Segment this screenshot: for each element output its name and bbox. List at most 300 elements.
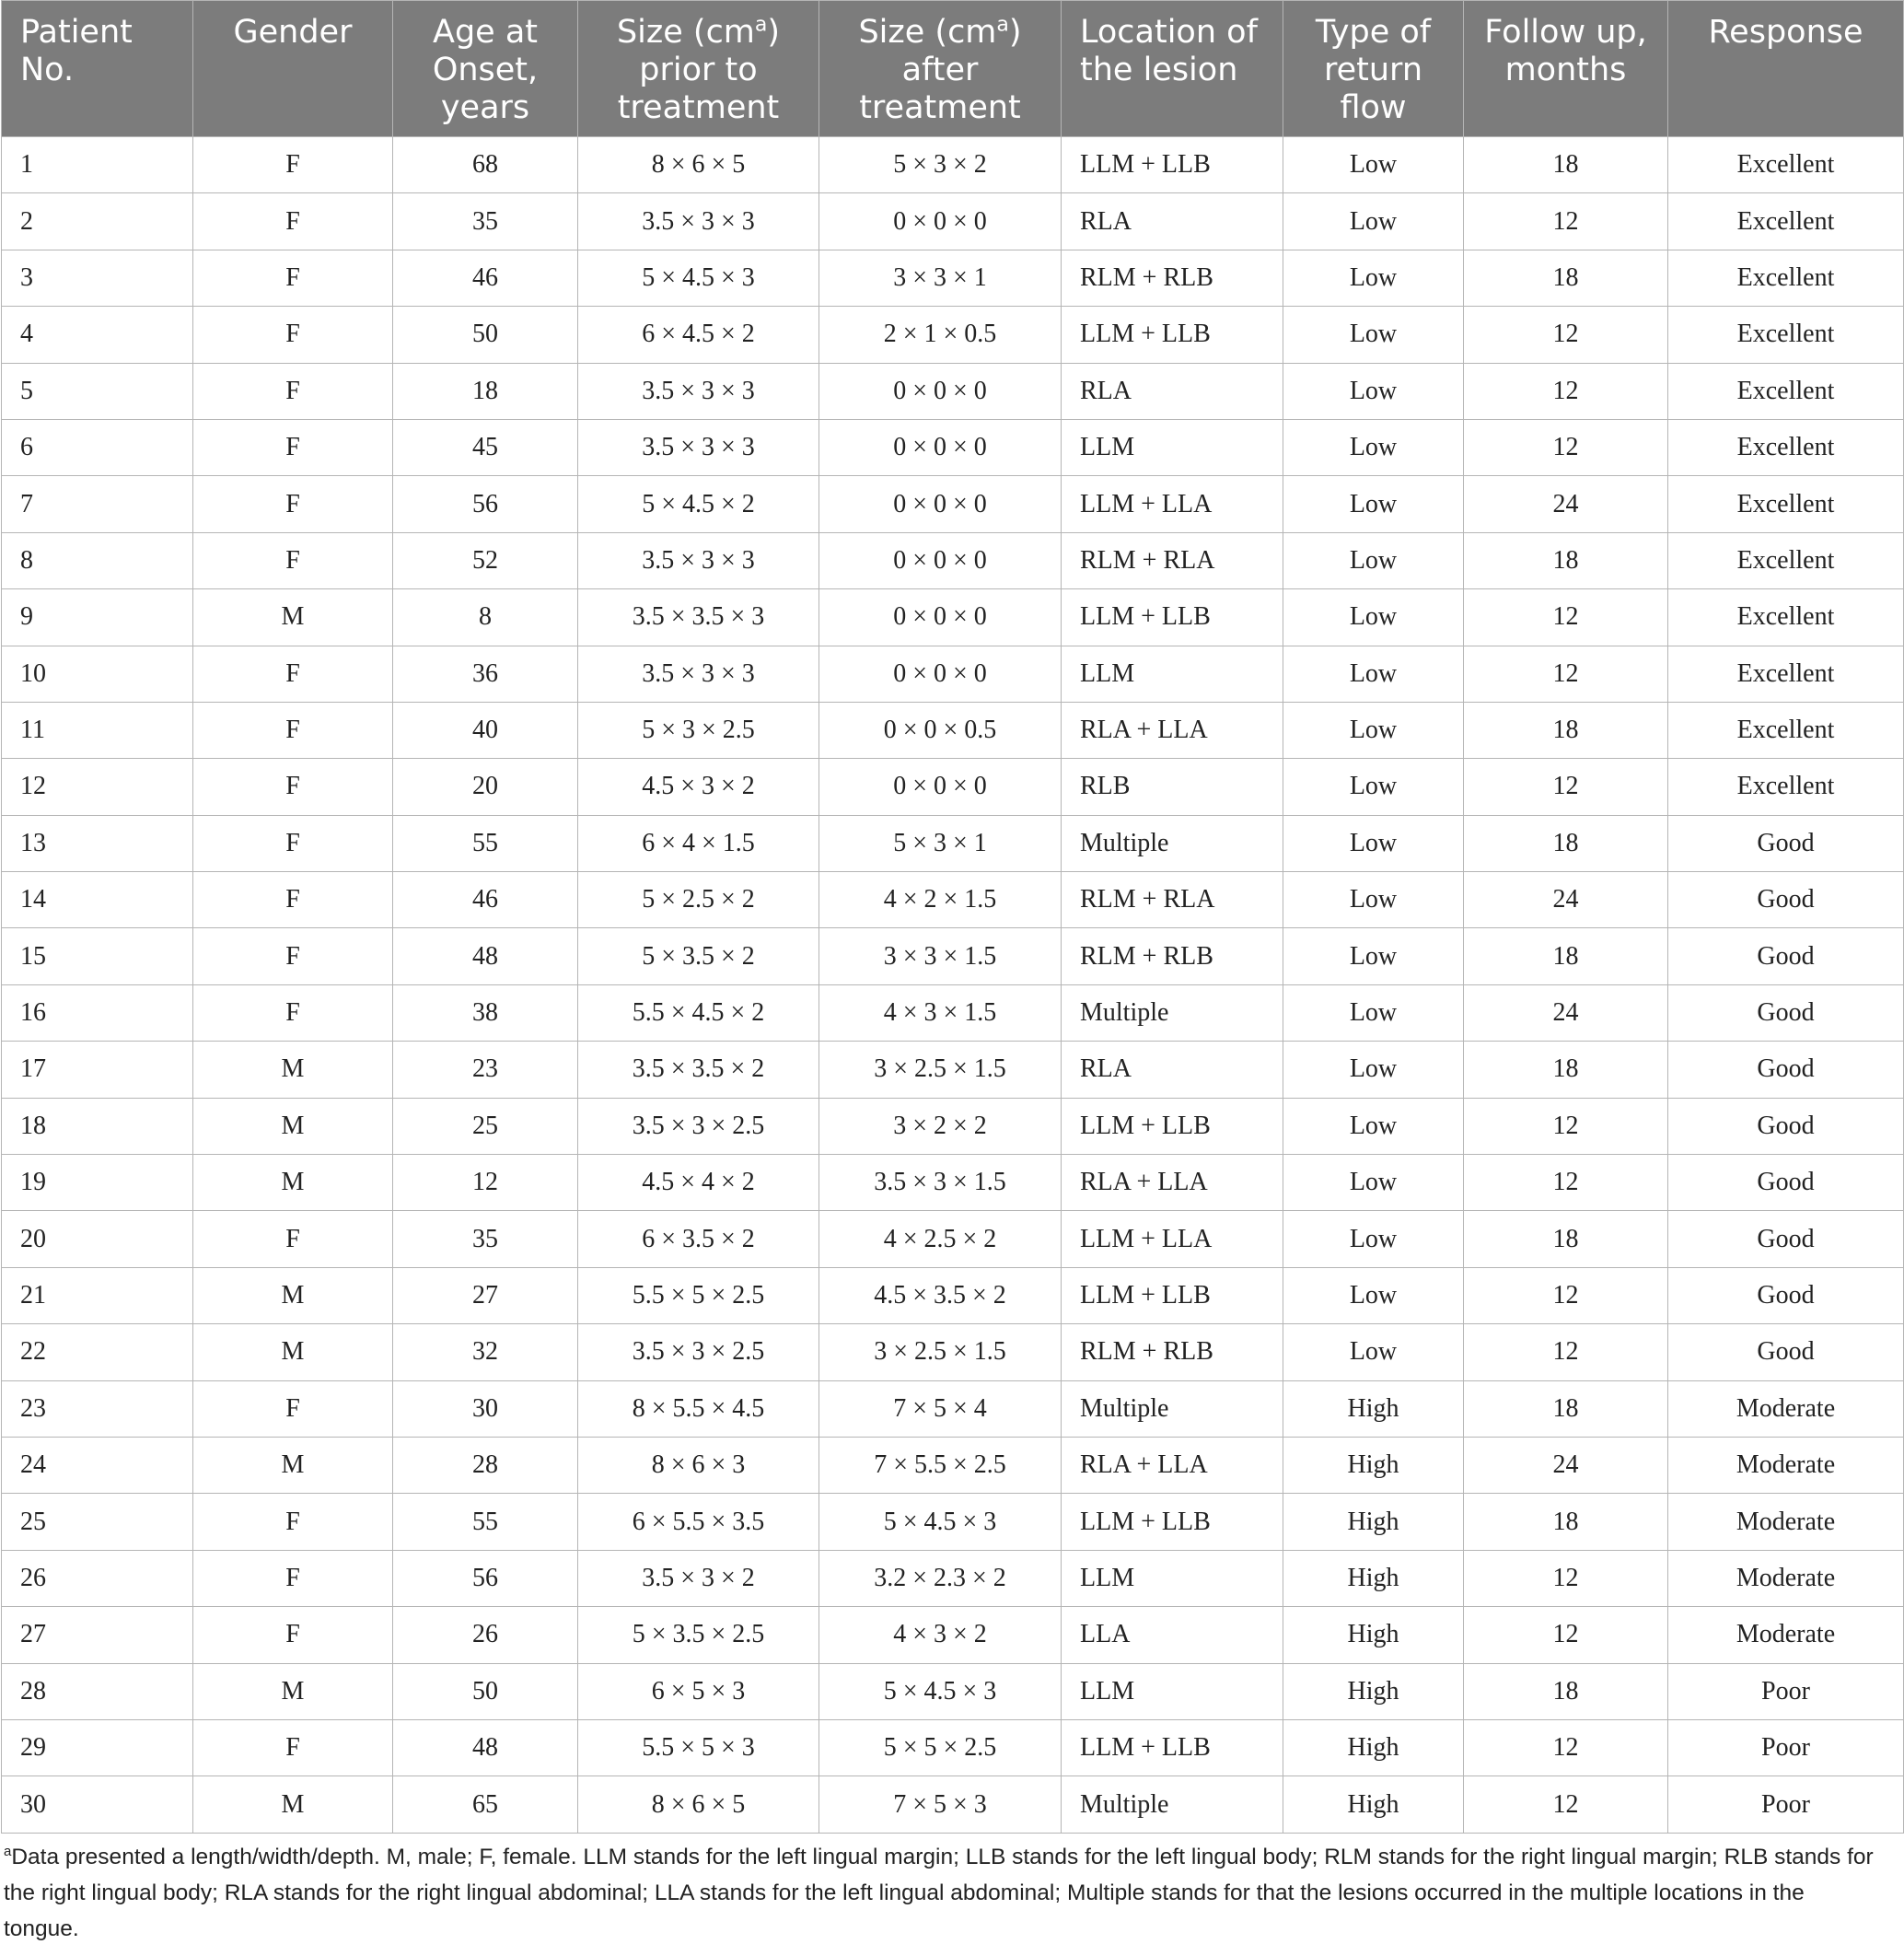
table-row [2, 419, 1904, 475]
cell-response: Poor [1668, 1719, 1904, 1776]
cell-age: 32 [393, 1324, 578, 1380]
cell-response: Excellent [1668, 646, 1904, 702]
header-row [2, 1, 1904, 137]
cell-return-flow: High [1283, 1663, 1464, 1719]
cell-size-after: 5 × 3 × 2 [819, 137, 1062, 193]
cell-size-after: 5 × 4.5 × 3 [819, 1494, 1062, 1550]
table-row [2, 1494, 1904, 1550]
cell-location: LLM [1062, 419, 1283, 475]
cell-size-after: 0 × 0 × 0 [819, 363, 1062, 419]
cell-follow-up: 12 [1464, 1607, 1668, 1663]
cell-age: 55 [393, 1494, 578, 1550]
cell-response: Good [1668, 1267, 1904, 1323]
cell-size-after: 4 × 2.5 × 2 [819, 1211, 1062, 1267]
cell-return-flow: Low [1283, 419, 1464, 475]
cell-size-prior: 3.5 × 3 × 2.5 [578, 1098, 819, 1154]
cell-location: LLM + LLB [1062, 1719, 1283, 1776]
cell-size-prior: 5 × 3.5 × 2.5 [578, 1607, 819, 1663]
cell-patient-no: 13 [2, 815, 193, 871]
cell-patient-no: 30 [2, 1776, 193, 1833]
table-header [2, 1, 1904, 137]
cell-age: 50 [393, 1663, 578, 1719]
cell-follow-up: 18 [1464, 1211, 1668, 1267]
cell-size-after: 4 × 3 × 2 [819, 1607, 1062, 1663]
cell-return-flow: Low [1283, 815, 1464, 871]
cell-size-after: 0 × 0 × 0 [819, 476, 1062, 532]
cell-location: RLA + LLA [1062, 1155, 1283, 1211]
cell-size-prior: 3.5 × 3.5 × 2 [578, 1042, 819, 1098]
cell-return-flow: Low [1283, 1211, 1464, 1267]
cell-return-flow: Low [1283, 702, 1464, 758]
cell-size-prior: 8 × 6 × 5 [578, 137, 819, 193]
table-row [2, 476, 1904, 532]
patient-table [1, 0, 1904, 1834]
cell-return-flow: Low [1283, 1267, 1464, 1323]
table-row [2, 646, 1904, 702]
cell-size-prior: 8 × 5.5 × 4.5 [578, 1380, 819, 1437]
cell-location: RLB [1062, 759, 1283, 815]
cell-follow-up: 18 [1464, 702, 1668, 758]
cell-return-flow: Low [1283, 250, 1464, 306]
cell-size-prior: 5.5 × 5 × 3 [578, 1719, 819, 1776]
table-row [2, 1211, 1904, 1267]
cell-response: Good [1668, 1211, 1904, 1267]
cell-size-after: 7 × 5 × 3 [819, 1776, 1062, 1833]
table-row [2, 307, 1904, 363]
cell-age: 40 [393, 702, 578, 758]
table-row [2, 1267, 1904, 1323]
cell-location: Multiple [1062, 1380, 1283, 1437]
cell-gender: F [193, 1607, 393, 1663]
cell-gender: M [193, 589, 393, 646]
cell-size-after: 7 × 5 × 4 [819, 1380, 1062, 1437]
cell-follow-up: 12 [1464, 646, 1668, 702]
cell-follow-up: 12 [1464, 363, 1668, 419]
cell-location: LLM + LLB [1062, 1098, 1283, 1154]
cell-gender: F [193, 193, 393, 250]
cell-size-prior: 5.5 × 5 × 2.5 [578, 1267, 819, 1323]
cell-size-prior: 3.5 × 3 × 3 [578, 646, 819, 702]
cell-location: RLA [1062, 1042, 1283, 1098]
cell-follow-up: 24 [1464, 1437, 1668, 1493]
cell-patient-no: 5 [2, 363, 193, 419]
header-response: Response [1668, 1, 1904, 137]
cell-gender: F [193, 363, 393, 419]
cell-gender: F [193, 646, 393, 702]
cell-size-after: 5 × 5 × 2.5 [819, 1719, 1062, 1776]
cell-age: 23 [393, 1042, 578, 1098]
cell-location: RLM + RLB [1062, 928, 1283, 984]
cell-age: 46 [393, 872, 578, 928]
table-row [2, 1098, 1904, 1154]
cell-follow-up: 18 [1464, 1042, 1668, 1098]
cell-size-after: 3.2 × 2.3 × 2 [819, 1550, 1062, 1606]
table-row [2, 928, 1904, 984]
cell-size-after: 7 × 5.5 × 2.5 [819, 1437, 1062, 1493]
cell-age: 55 [393, 815, 578, 871]
cell-age: 8 [393, 589, 578, 646]
cell-age: 12 [393, 1155, 578, 1211]
cell-gender: F [193, 419, 393, 475]
cell-size-prior: 5 × 3.5 × 2 [578, 928, 819, 984]
table-row [2, 1155, 1904, 1211]
cell-response: Good [1668, 1155, 1904, 1211]
cell-follow-up: 18 [1464, 250, 1668, 306]
cell-patient-no: 17 [2, 1042, 193, 1098]
cell-gender: M [193, 1267, 393, 1323]
cell-response: Poor [1668, 1663, 1904, 1719]
cell-age: 27 [393, 1267, 578, 1323]
cell-age: 28 [393, 1437, 578, 1493]
cell-follow-up: 12 [1464, 193, 1668, 250]
cell-patient-no: 11 [2, 702, 193, 758]
table-row [2, 1663, 1904, 1719]
cell-gender: F [193, 137, 393, 193]
cell-gender: F [193, 476, 393, 532]
cell-size-after: 0 × 0 × 0 [819, 419, 1062, 475]
cell-return-flow: Low [1283, 532, 1464, 588]
table-row [2, 815, 1904, 871]
cell-location: RLM + RLA [1062, 872, 1283, 928]
cell-gender: F [193, 1494, 393, 1550]
table-row [2, 1380, 1904, 1437]
cell-patient-no: 19 [2, 1155, 193, 1211]
cell-size-prior: 3.5 × 3 × 3 [578, 363, 819, 419]
cell-age: 50 [393, 307, 578, 363]
cell-return-flow: Low [1283, 872, 1464, 928]
cell-response: Excellent [1668, 419, 1904, 475]
cell-size-after: 0 × 0 × 0 [819, 646, 1062, 702]
cell-size-prior: 3.5 × 3 × 2 [578, 1550, 819, 1606]
cell-age: 45 [393, 419, 578, 475]
cell-age: 20 [393, 759, 578, 815]
cell-return-flow: High [1283, 1494, 1464, 1550]
cell-gender: M [193, 1098, 393, 1154]
cell-return-flow: High [1283, 1437, 1464, 1493]
cell-location: RLM + RLB [1062, 1324, 1283, 1380]
cell-location: Multiple [1062, 1776, 1283, 1833]
cell-location: RLA + LLA [1062, 702, 1283, 758]
cell-gender: F [193, 1719, 393, 1776]
cell-size-after: 3 × 3 × 1 [819, 250, 1062, 306]
cell-response: Excellent [1668, 250, 1904, 306]
cell-size-after: 3 × 2.5 × 1.5 [819, 1324, 1062, 1380]
cell-return-flow: Low [1283, 137, 1464, 193]
table-row [2, 702, 1904, 758]
cell-patient-no: 9 [2, 589, 193, 646]
cell-patient-no: 3 [2, 250, 193, 306]
cell-return-flow: Low [1283, 984, 1464, 1041]
cell-return-flow: Low [1283, 307, 1464, 363]
cell-response: Excellent [1668, 532, 1904, 588]
cell-gender: F [193, 1211, 393, 1267]
cell-size-after: 5 × 4.5 × 3 [819, 1663, 1062, 1719]
cell-follow-up: 12 [1464, 1324, 1668, 1380]
cell-size-after: 3 × 3 × 1.5 [819, 928, 1062, 984]
cell-location: LLM + LLA [1062, 476, 1283, 532]
cell-size-prior: 5 × 2.5 × 2 [578, 872, 819, 928]
cell-size-prior: 4.5 × 3 × 2 [578, 759, 819, 815]
cell-return-flow: High [1283, 1380, 1464, 1437]
cell-patient-no: 4 [2, 307, 193, 363]
cell-patient-no: 29 [2, 1719, 193, 1776]
cell-gender: M [193, 1042, 393, 1098]
cell-patient-no: 23 [2, 1380, 193, 1437]
cell-follow-up: 18 [1464, 1380, 1668, 1437]
cell-patient-no: 28 [2, 1663, 193, 1719]
cell-patient-no: 7 [2, 476, 193, 532]
cell-follow-up: 12 [1464, 419, 1668, 475]
cell-size-after: 4 × 2 × 1.5 [819, 872, 1062, 928]
cell-size-after: 0 × 0 × 0 [819, 532, 1062, 588]
cell-size-prior: 5 × 4.5 × 2 [578, 476, 819, 532]
cell-response: Excellent [1668, 137, 1904, 193]
cell-age: 65 [393, 1776, 578, 1833]
cell-response: Poor [1668, 1776, 1904, 1833]
cell-return-flow: High [1283, 1719, 1464, 1776]
cell-return-flow: High [1283, 1776, 1464, 1833]
cell-follow-up: 12 [1464, 1155, 1668, 1211]
cell-gender: F [193, 532, 393, 588]
table-row [2, 193, 1904, 250]
cell-return-flow: Low [1283, 589, 1464, 646]
cell-location: Multiple [1062, 815, 1283, 871]
cell-age: 56 [393, 1550, 578, 1606]
cell-gender: M [193, 1155, 393, 1211]
cell-return-flow: Low [1283, 1324, 1464, 1380]
cell-age: 26 [393, 1607, 578, 1663]
cell-response: Good [1668, 984, 1904, 1041]
table-row [2, 363, 1904, 419]
cell-size-prior: 3.5 × 3 × 2.5 [578, 1324, 819, 1380]
cell-patient-no: 26 [2, 1550, 193, 1606]
cell-age: 48 [393, 928, 578, 984]
cell-size-after: 4.5 × 3.5 × 2 [819, 1267, 1062, 1323]
cell-return-flow: High [1283, 1550, 1464, 1606]
cell-location: RLM + RLA [1062, 532, 1283, 588]
cell-response: Excellent [1668, 307, 1904, 363]
header-size-prior: Size $(cm^a)$ prior to treatment [578, 1, 819, 137]
cell-location: LLA [1062, 1607, 1283, 1663]
cell-patient-no: 27 [2, 1607, 193, 1663]
table-row [2, 1719, 1904, 1776]
cell-gender: F [193, 250, 393, 306]
table-row [2, 984, 1904, 1041]
cell-age: 52 [393, 532, 578, 588]
header-size-after: Size $(cm^a)$ after treatment [819, 1, 1062, 137]
cell-gender: F [193, 928, 393, 984]
cell-follow-up: 18 [1464, 928, 1668, 984]
cell-age: 46 [393, 250, 578, 306]
table-row [2, 1437, 1904, 1493]
cell-follow-up: 12 [1464, 1776, 1668, 1833]
cell-age: 25 [393, 1098, 578, 1154]
cell-gender: F [193, 759, 393, 815]
cell-age: 30 [393, 1380, 578, 1437]
cell-follow-up: 12 [1464, 1550, 1668, 1606]
cell-patient-no: 22 [2, 1324, 193, 1380]
cell-size-after: 0 × 0 × 0 [819, 589, 1062, 646]
cell-location: LLM [1062, 1550, 1283, 1606]
cell-location: RLA [1062, 193, 1283, 250]
cell-response: Good [1668, 815, 1904, 871]
cell-gender: M [193, 1663, 393, 1719]
cell-size-prior: 8 × 6 × 5 [578, 1776, 819, 1833]
table-footnote: $^a$Data presented a length/width/depth. M, male; F, female. LLM stands for the left lingual margin; LLB stands for the left lingual body; RLM stands for the right lingual margin; RLB stands for the right lingual body; RLA stands for the right lingual abdominal; LLA stands for the left lingual abdominal; Multiple stands for that the lesions occurred in the multiple locations in the tongue. [4, 1843, 1874, 1941]
header-age-at-onset: Age at Onset, years [393, 1, 578, 137]
cell-size-after: 2 × 1 × 0.5 [819, 307, 1062, 363]
cell-patient-no: 12 [2, 759, 193, 815]
cell-return-flow: Low [1283, 759, 1464, 815]
cell-response: Good [1668, 1324, 1904, 1380]
cell-return-flow: Low [1283, 1042, 1464, 1098]
cell-response: Excellent [1668, 759, 1904, 815]
cell-location: LLM + LLB [1062, 589, 1283, 646]
cell-gender: F [193, 872, 393, 928]
cell-size-prior: 3.5 × 3 × 3 [578, 532, 819, 588]
cell-follow-up: 12 [1464, 759, 1668, 815]
cell-age: 68 [393, 137, 578, 193]
cell-response: Excellent [1668, 702, 1904, 758]
table-row [2, 1550, 1904, 1606]
header-patient-no: Patient No. [2, 1, 193, 137]
cell-patient-no: 21 [2, 1267, 193, 1323]
cell-follow-up: 12 [1464, 1719, 1668, 1776]
table-row [2, 872, 1904, 928]
cell-size-after: 0 × 0 × 0 [819, 193, 1062, 250]
cell-patient-no: 25 [2, 1494, 193, 1550]
cell-age: 56 [393, 476, 578, 532]
cell-patient-no: 1 [2, 137, 193, 193]
cell-patient-no: 16 [2, 984, 193, 1041]
cell-gender: M [193, 1324, 393, 1380]
cell-patient-no: 10 [2, 646, 193, 702]
cell-size-prior: 5 × 4.5 × 3 [578, 250, 819, 306]
cell-location: LLM [1062, 1663, 1283, 1719]
cell-size-after: 5 × 3 × 1 [819, 815, 1062, 871]
cell-patient-no: 18 [2, 1098, 193, 1154]
cell-patient-no: 24 [2, 1437, 193, 1493]
table-body [2, 137, 1904, 1834]
cell-location: RLA [1062, 363, 1283, 419]
cell-return-flow: Low [1283, 928, 1464, 984]
cell-follow-up: 18 [1464, 1494, 1668, 1550]
table-row [2, 137, 1904, 193]
cell-gender: F [193, 1550, 393, 1606]
cell-response: Excellent [1668, 193, 1904, 250]
cell-size-prior: 6 × 4 × 1.5 [578, 815, 819, 871]
cell-location: Multiple [1062, 984, 1283, 1041]
cell-location: LLM + LLA [1062, 1211, 1283, 1267]
table-row [2, 589, 1904, 646]
cell-size-after: 4 × 3 × 1.5 [819, 984, 1062, 1041]
cell-response: Good [1668, 1098, 1904, 1154]
cell-location: LLM + LLB [1062, 1494, 1283, 1550]
cell-age: 38 [393, 984, 578, 1041]
cell-return-flow: Low [1283, 363, 1464, 419]
cell-follow-up: 18 [1464, 815, 1668, 871]
cell-size-after: 0 × 0 × 0 [819, 759, 1062, 815]
cell-gender: F [193, 702, 393, 758]
cell-response: Moderate [1668, 1494, 1904, 1550]
cell-response: Good [1668, 928, 1904, 984]
cell-response: Moderate [1668, 1380, 1904, 1437]
cell-gender: F [193, 815, 393, 871]
cell-follow-up: 18 [1464, 137, 1668, 193]
cell-size-prior: 6 × 5.5 × 3.5 [578, 1494, 819, 1550]
table-row [2, 250, 1904, 306]
cell-response: Moderate [1668, 1437, 1904, 1493]
table-row [2, 1607, 1904, 1663]
cell-response: Moderate [1668, 1607, 1904, 1663]
cell-size-after: 0 × 0 × 0.5 [819, 702, 1062, 758]
cell-age: 48 [393, 1719, 578, 1776]
cell-response: Excellent [1668, 476, 1904, 532]
header-return-flow: Type of return flow [1283, 1, 1464, 137]
cell-follow-up: 12 [1464, 1098, 1668, 1154]
cell-return-flow: High [1283, 1607, 1464, 1663]
cell-age: 35 [393, 193, 578, 250]
cell-size-prior: 3.5 × 3 × 3 [578, 193, 819, 250]
cell-gender: F [193, 1380, 393, 1437]
cell-size-prior: 5.5 × 4.5 × 2 [578, 984, 819, 1041]
cell-size-prior: 5 × 3 × 2.5 [578, 702, 819, 758]
table-row [2, 759, 1904, 815]
cell-patient-no: 14 [2, 872, 193, 928]
cell-patient-no: 8 [2, 532, 193, 588]
cell-patient-no: 15 [2, 928, 193, 984]
header-follow-up: Follow up, months [1464, 1, 1668, 137]
cell-response: Good [1668, 1042, 1904, 1098]
cell-size-prior: 6 × 4.5 × 2 [578, 307, 819, 363]
cell-follow-up: 12 [1464, 1267, 1668, 1323]
cell-location: RLA + LLA [1062, 1437, 1283, 1493]
header-location: Location of the lesion [1062, 1, 1283, 137]
cell-return-flow: Low [1283, 476, 1464, 532]
cell-return-flow: Low [1283, 193, 1464, 250]
cell-follow-up: 12 [1464, 589, 1668, 646]
cell-return-flow: Low [1283, 646, 1464, 702]
cell-size-prior: 3.5 × 3 × 3 [578, 419, 819, 475]
cell-gender: M [193, 1776, 393, 1833]
cell-gender: F [193, 984, 393, 1041]
cell-patient-no: 6 [2, 419, 193, 475]
cell-response: Moderate [1668, 1550, 1904, 1606]
cell-response: Excellent [1668, 363, 1904, 419]
cell-size-prior: 6 × 5 × 3 [578, 1663, 819, 1719]
cell-age: 36 [393, 646, 578, 702]
cell-location: LLM + LLB [1062, 1267, 1283, 1323]
cell-gender: F [193, 307, 393, 363]
cell-location: LLM + LLB [1062, 137, 1283, 193]
cell-location: LLM + LLB [1062, 307, 1283, 363]
cell-gender: M [193, 1437, 393, 1493]
table-row [2, 1776, 1904, 1833]
cell-follow-up: 24 [1464, 476, 1668, 532]
cell-response: Good [1668, 872, 1904, 928]
cell-age: 35 [393, 1211, 578, 1267]
cell-size-after: 3 × 2.5 × 1.5 [819, 1042, 1062, 1098]
cell-return-flow: Low [1283, 1155, 1464, 1211]
table-row [2, 1042, 1904, 1098]
cell-follow-up: 12 [1464, 307, 1668, 363]
header-gender: Gender [193, 1, 393, 137]
cell-age: 18 [393, 363, 578, 419]
cell-patient-no: 20 [2, 1211, 193, 1267]
cell-size-prior: 4.5 × 4 × 2 [578, 1155, 819, 1211]
table-row [2, 1324, 1904, 1380]
cell-size-prior: 6 × 3.5 × 2 [578, 1211, 819, 1267]
